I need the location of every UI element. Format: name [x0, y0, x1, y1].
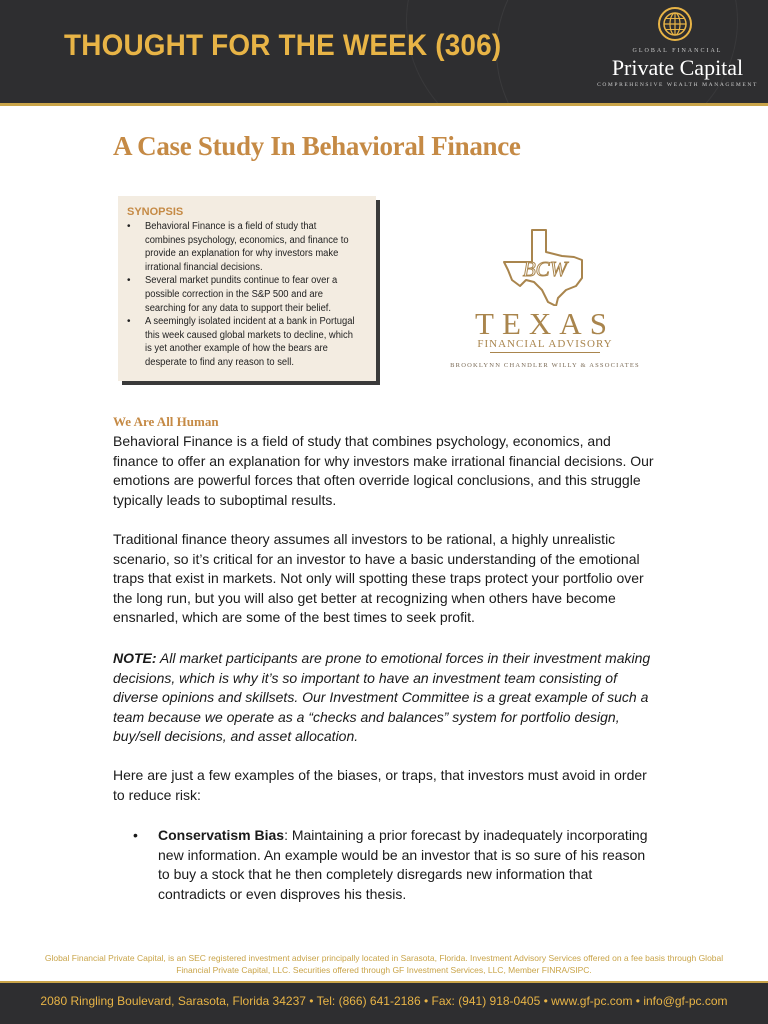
bullet-icon: •	[133, 827, 138, 843]
bias-text: : Maintaining a prior forecast by inadequately incorporating new information. An example would be an investor that is so sure of his reason to buy a stock that he then completely disregards new information that contradicts or even disproves his thesis.	[158, 827, 648, 902]
page-header	[0, 0, 768, 103]
bullet-icon: •	[127, 221, 131, 232]
logo-wordmark: TEXAS	[475, 306, 615, 341]
partner-logo	[440, 226, 650, 376]
synopsis-box	[118, 196, 376, 381]
bias-list-item	[133, 826, 658, 904]
synopsis-heading: SYNOPSIS	[127, 206, 184, 218]
synopsis-item-text: Behavioral Finance is a field of study that combines psychology, economics, and finance to provide an explanation for why investors make irrational financial decisions.	[145, 221, 349, 273]
section-heading: We Are All Human	[113, 414, 219, 429]
synopsis-item	[126, 274, 371, 315]
note-text: All market participants are prone to emotional forces in their investment making decisions, which is why it’s so important to have an investment team consisting of diverse opinions and skillsets. Our Investment Committee is a great example of such a team because we operate as a “checks and balances” system for portfolio design, buy/sell decisions, and asset allocation.	[113, 650, 651, 745]
synopsis-item-text: A seemingly isolated incident at a bank in Portugal this week caused global markets to decline, which is yet another example of how the bears are desperate to find any reason to sell.	[145, 316, 355, 368]
paragraph: Here are just a few examples of the biases, or traps, that investors must avoid in order to reduce risk:	[113, 767, 647, 803]
disclaimer: Global Financial Private Capital, is an SEC registered investment adviser principally located in Sarasota, Florida. Investment Advisory Services offered on a fee basis through Global Financial Private Capital, LLC. Securities offered through GF Investment Services, LLC, Member FINRA/SIPC.	[44, 953, 724, 975]
note-paragraph	[113, 649, 658, 747]
bias-description	[158, 826, 658, 904]
brand-name: Private Capital	[611, 55, 744, 80]
logo-tagline: BROOKLYNN CHANDLER WILLY & ASSOCIATES	[450, 362, 640, 369]
header-title: THOUGHT FOR THE WEEK (306)	[64, 29, 502, 62]
page-footer	[0, 981, 768, 1024]
brand-logo	[595, 6, 760, 98]
brand-tagline-bottom: COMPREHENSIVE WEALTH MANAGEMENT	[597, 82, 758, 88]
globe-icon	[657, 6, 693, 42]
logo-monogram: BCW	[522, 257, 568, 281]
contact-info: 2080 Ringling Boulevard, Sarasota, Florida 34237 • Tel: (866) 641-2186 • Fax: (941) 918-0405 • www.gf-pc.com • info@gf-pc.com	[40, 994, 728, 1008]
logo-subtitle: FINANCIAL ADVISORY	[477, 338, 613, 350]
synopsis-list	[126, 220, 371, 370]
synopsis-item	[126, 315, 371, 369]
bias-term: Conservatism Bias	[158, 827, 285, 843]
brand-tagline-top: GLOBAL FINANCIAL	[632, 48, 723, 54]
texas-map-icon	[502, 226, 588, 306]
note-label: NOTE:	[113, 650, 157, 666]
logo-rule	[490, 352, 600, 353]
synopsis-item	[126, 220, 371, 274]
synopsis-item-text: Several market pundits continue to fear over a possible correction in the S&P 500 and are searching for any data to support their belief.	[145, 275, 338, 314]
header-divider	[0, 103, 768, 106]
document-title: A Case Study In Behavioral Finance	[113, 131, 521, 161]
paragraph: Behavioral Finance is a field of study that combines psychology, economics, and finance to offer an explanation for why investors make irrational financial decisions. Our emotions are powerful forces that often override logical conclusions, and this struggle typically leads to suboptimal results.	[113, 433, 654, 508]
bullet-icon: •	[127, 316, 131, 328]
paragraph: Traditional finance theory assumes all investors to be rational, a highly unrealistic scenario, so it’s critical for an investor to have a basic understanding of the emotional traps that exist in markets. Not only will spotting these traps protect your portfolio over the long run, but you will also get better at recognizing when others have become ensnarled, which are some of the best times to seek profit.	[113, 531, 644, 626]
bullet-icon: •	[127, 275, 131, 287]
